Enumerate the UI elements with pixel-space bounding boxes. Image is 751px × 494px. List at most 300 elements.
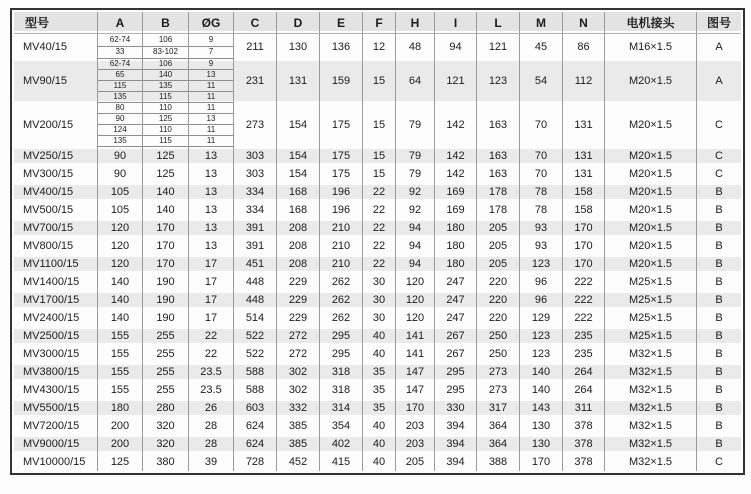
cell-n: 170 <box>563 219 605 237</box>
table-row <box>14 381 741 399</box>
cell-c: 588 <box>234 363 277 381</box>
cell-e: 402 <box>320 435 363 453</box>
table-header <box>14 12 741 34</box>
cell-l: 250 <box>477 345 520 363</box>
cell-e: 314 <box>320 399 363 417</box>
sub-value-stack <box>189 103 233 147</box>
table-row <box>14 183 741 201</box>
figure-no-cell: A <box>697 59 741 103</box>
cell-b: 140 <box>143 201 189 219</box>
motor-connector-cell: M25×1.5 <box>605 273 697 291</box>
cell-f: 30 <box>363 273 396 291</box>
cell-e: 175 <box>320 103 363 147</box>
cell-h: 64 <box>396 59 435 103</box>
sub-value: 135 <box>143 80 188 91</box>
cell-og: 22 <box>189 345 234 363</box>
cell-l: 123 <box>477 59 520 103</box>
cell-h: 79 <box>396 103 435 147</box>
model-cell: MV1100/15 <box>14 255 98 273</box>
cell-d: 229 <box>277 273 320 291</box>
sub-value: 124 <box>98 124 142 135</box>
cell-og: 23.5 <box>189 381 234 399</box>
cell-h: 94 <box>396 219 435 237</box>
cell-h: 79 <box>396 147 435 165</box>
model-cell: MV250/15 <box>14 147 98 165</box>
cell-h: 120 <box>396 309 435 327</box>
cell-e: 210 <box>320 237 363 255</box>
sub-value-stack <box>143 34 188 59</box>
cell-f: 15 <box>363 147 396 165</box>
cell-n: 378 <box>563 417 605 435</box>
cell-og: 26 <box>189 399 234 417</box>
cell-i: 247 <box>435 309 477 327</box>
cell-m: 123 <box>520 345 563 363</box>
cell-l: 273 <box>477 381 520 399</box>
cell-l: 364 <box>477 435 520 453</box>
figure-no-cell: B <box>697 417 741 435</box>
cell-n: 378 <box>563 453 605 471</box>
cell-a: 155 <box>98 345 143 363</box>
sub-value: 110 <box>143 124 188 135</box>
cell-n: 131 <box>563 165 605 183</box>
cell-m: 96 <box>520 291 563 309</box>
cell-h: 120 <box>396 273 435 291</box>
cell-h: 141 <box>396 327 435 345</box>
cell-c: 211 <box>234 34 277 59</box>
cell-c: 588 <box>234 381 277 399</box>
cell-og: 17 <box>189 273 234 291</box>
cell-e: 262 <box>320 291 363 309</box>
model-cell: MV9000/15 <box>14 435 98 453</box>
cell-l: 163 <box>477 147 520 165</box>
column-header-c: C <box>234 12 277 34</box>
cell-i: 394 <box>435 417 477 435</box>
sub-value: 11 <box>189 80 233 91</box>
cell-e: 415 <box>320 453 363 471</box>
model-cell: MV3000/15 <box>14 345 98 363</box>
cell-m: 70 <box>520 165 563 183</box>
table-row <box>14 435 741 453</box>
cell-n: 378 <box>563 435 605 453</box>
cell-h: 147 <box>396 381 435 399</box>
cell-n: 311 <box>563 399 605 417</box>
cell-f: 35 <box>363 381 396 399</box>
cell-m: 130 <box>520 417 563 435</box>
cell-n: 158 <box>563 183 605 201</box>
column-header-conn: 电机接头 <box>605 12 697 34</box>
cell-b <box>143 34 189 59</box>
figure-no-cell: B <box>697 255 741 273</box>
cell-og: 13 <box>189 147 234 165</box>
column-header-i: I <box>435 12 477 34</box>
column-header-a: A <box>98 12 143 34</box>
cell-e: 210 <box>320 219 363 237</box>
sub-value: 115 <box>98 80 142 91</box>
model-cell: MV500/15 <box>14 201 98 219</box>
model-cell: MV7200/15 <box>14 417 98 435</box>
sub-value: 106 <box>158 59 173 68</box>
cell-l: 220 <box>477 273 520 291</box>
cell-h: 48 <box>396 34 435 59</box>
sub-value: 9 <box>208 59 214 68</box>
cell-i: 94 <box>435 34 477 59</box>
cell-b <box>143 103 189 147</box>
cell-i: 267 <box>435 345 477 363</box>
cell-i: 247 <box>435 291 477 309</box>
cell-m: 78 <box>520 183 563 201</box>
cell-b: 125 <box>143 165 189 183</box>
sub-value: 140 <box>143 69 188 80</box>
figure-no-cell: B <box>697 219 741 237</box>
cell-c: 303 <box>234 165 277 183</box>
sub-value: 115 <box>143 91 188 102</box>
cell-m: 123 <box>520 327 563 345</box>
cell-m: 70 <box>520 147 563 165</box>
sub-value-stack <box>98 59 142 103</box>
cell-e: 318 <box>320 363 363 381</box>
sub-value: 11 <box>189 124 233 135</box>
sub-value: 9 <box>208 34 214 44</box>
column-header-l: L <box>477 12 520 34</box>
cell-a <box>98 59 143 103</box>
cell-h: 203 <box>396 417 435 435</box>
cell-h: 170 <box>396 399 435 417</box>
cell-m: 140 <box>520 381 563 399</box>
cell-f: 40 <box>363 345 396 363</box>
cell-l: 178 <box>477 183 520 201</box>
model-cell: MV90/15 <box>14 59 98 103</box>
sub-value-stack <box>98 34 142 59</box>
spec-table-frame <box>10 8 745 475</box>
cell-a: 200 <box>98 417 143 435</box>
table-row <box>14 147 741 165</box>
model-cell: MV3800/15 <box>14 363 98 381</box>
motor-connector-cell: M32×1.5 <box>605 453 697 471</box>
cell-d: 272 <box>277 327 320 345</box>
cell-c: 603 <box>234 399 277 417</box>
cell-c: 624 <box>234 417 277 435</box>
cell-d: 130 <box>277 34 320 59</box>
column-header-b: B <box>143 12 189 34</box>
cell-l: 205 <box>477 219 520 237</box>
cell-e: 175 <box>320 147 363 165</box>
spec-table <box>14 12 741 471</box>
sub-value: 90 <box>98 113 142 124</box>
model-cell: MV5500/15 <box>14 399 98 417</box>
cell-d: 302 <box>277 363 320 381</box>
cell-f: 22 <box>363 237 396 255</box>
cell-i: 267 <box>435 327 477 345</box>
cell-d: 168 <box>277 201 320 219</box>
table-row <box>14 291 741 309</box>
cell-c: 448 <box>234 291 277 309</box>
cell-f: 40 <box>363 417 396 435</box>
sub-value-stack <box>98 103 142 147</box>
figure-no-cell: B <box>697 201 741 219</box>
cell-d: 154 <box>277 103 320 147</box>
cell-l: 163 <box>477 165 520 183</box>
sub-value: 7 <box>189 46 233 59</box>
cell-n: 222 <box>563 291 605 309</box>
cell-h: 79 <box>396 165 435 183</box>
cell-a: 120 <box>98 219 143 237</box>
table-row <box>14 309 741 327</box>
cell-a: 155 <box>98 363 143 381</box>
cell-l: 273 <box>477 363 520 381</box>
cell-f: 22 <box>363 201 396 219</box>
cell-i: 180 <box>435 219 477 237</box>
cell-a: 180 <box>98 399 143 417</box>
cell-a: 105 <box>98 201 143 219</box>
cell-b: 190 <box>143 273 189 291</box>
figure-no-cell: C <box>697 103 741 147</box>
motor-connector-cell: M25×1.5 <box>605 327 697 345</box>
figure-no-cell: B <box>697 273 741 291</box>
sub-value: 80 <box>115 103 125 112</box>
cell-f: 35 <box>363 399 396 417</box>
cell-f: 22 <box>363 219 396 237</box>
cell-h: 92 <box>396 183 435 201</box>
cell-a: 90 <box>98 147 143 165</box>
table-row <box>14 345 741 363</box>
cell-b: 255 <box>143 381 189 399</box>
cell-n: 158 <box>563 201 605 219</box>
cell-d: 229 <box>277 309 320 327</box>
table-row <box>14 399 741 417</box>
cell-a: 155 <box>98 381 143 399</box>
column-header-h: H <box>396 12 435 34</box>
cell-h: 147 <box>396 363 435 381</box>
cell-e: 295 <box>320 345 363 363</box>
model-cell: MV2400/15 <box>14 309 98 327</box>
cell-a: 140 <box>98 291 143 309</box>
model-cell: MV2500/15 <box>14 327 98 345</box>
cell-b: 125 <box>143 147 189 165</box>
cell-a: 90 <box>98 165 143 183</box>
cell-b: 255 <box>143 363 189 381</box>
model-cell: MV1400/15 <box>14 273 98 291</box>
cell-i: 295 <box>435 363 477 381</box>
motor-connector-cell: M25×1.5 <box>605 291 697 309</box>
cell-b: 170 <box>143 219 189 237</box>
cell-d: 385 <box>277 417 320 435</box>
cell-c: 728 <box>234 453 277 471</box>
cell-f: 40 <box>363 327 396 345</box>
cell-m: 129 <box>520 309 563 327</box>
motor-connector-cell: M20×1.5 <box>605 201 697 219</box>
figure-no-cell: B <box>697 183 741 201</box>
cell-h: 92 <box>396 201 435 219</box>
model-cell: MV200/15 <box>14 103 98 147</box>
table-row <box>14 273 741 291</box>
cell-og <box>189 34 234 59</box>
cell-b: 320 <box>143 417 189 435</box>
cell-f: 22 <box>363 183 396 201</box>
sub-value: 62-74 <box>109 59 131 68</box>
column-header-model: 型号 <box>14 12 98 34</box>
cell-d: 208 <box>277 219 320 237</box>
model-cell: MV400/15 <box>14 183 98 201</box>
motor-connector-cell: M20×1.5 <box>605 103 697 147</box>
cell-c: 451 <box>234 255 277 273</box>
cell-c: 303 <box>234 147 277 165</box>
sub-value: 62-74 <box>109 34 131 44</box>
cell-c: 391 <box>234 237 277 255</box>
table-row <box>14 103 741 147</box>
figure-no-cell: C <box>697 147 741 165</box>
cell-m: 93 <box>520 237 563 255</box>
motor-connector-cell: M20×1.5 <box>605 255 697 273</box>
sub-value: 135 <box>98 135 142 146</box>
cell-e: 136 <box>320 34 363 59</box>
cell-a: 140 <box>98 309 143 327</box>
cell-h: 141 <box>396 345 435 363</box>
cell-d: 208 <box>277 237 320 255</box>
cell-h: 205 <box>396 453 435 471</box>
motor-connector-cell: M25×1.5 <box>605 309 697 327</box>
motor-connector-cell: M20×1.5 <box>605 59 697 103</box>
cell-l: 163 <box>477 103 520 147</box>
cell-m: 123 <box>520 255 563 273</box>
cell-i: 142 <box>435 103 477 147</box>
cell-i: 247 <box>435 273 477 291</box>
cell-og: 13 <box>189 183 234 201</box>
table-row <box>14 59 741 103</box>
cell-l: 205 <box>477 237 520 255</box>
cell-l: 178 <box>477 201 520 219</box>
cell-og: 17 <box>189 255 234 273</box>
model-cell: MV1700/15 <box>14 291 98 309</box>
cell-h: 94 <box>396 237 435 255</box>
table-row <box>14 363 741 381</box>
cell-e: 159 <box>320 59 363 103</box>
cell-l: 220 <box>477 309 520 327</box>
figure-no-cell: B <box>697 363 741 381</box>
table-row <box>14 255 741 273</box>
cell-c: 231 <box>234 59 277 103</box>
sub-value: 115 <box>143 135 188 146</box>
cell-b: 190 <box>143 291 189 309</box>
cell-n: 112 <box>563 59 605 103</box>
cell-n: 170 <box>563 255 605 273</box>
cell-h: 203 <box>396 435 435 453</box>
cell-i: 394 <box>435 435 477 453</box>
sub-value: 83-102 <box>143 46 188 59</box>
cell-c: 391 <box>234 219 277 237</box>
cell-i: 180 <box>435 255 477 273</box>
cell-i: 169 <box>435 201 477 219</box>
cell-l: 220 <box>477 291 520 309</box>
cell-og: 28 <box>189 435 234 453</box>
cell-c: 522 <box>234 345 277 363</box>
sub-value-stack <box>189 59 233 103</box>
motor-connector-cell: M32×1.5 <box>605 417 697 435</box>
cell-l: 364 <box>477 417 520 435</box>
cell-og: 28 <box>189 417 234 435</box>
cell-og <box>189 59 234 103</box>
cell-f: 40 <box>363 435 396 453</box>
cell-og: 23.5 <box>189 363 234 381</box>
cell-c: 624 <box>234 435 277 453</box>
cell-e: 196 <box>320 183 363 201</box>
cell-n: 170 <box>563 237 605 255</box>
cell-a: 155 <box>98 327 143 345</box>
cell-f: 12 <box>363 34 396 59</box>
table-row <box>14 327 741 345</box>
cell-l: 121 <box>477 34 520 59</box>
cell-a: 105 <box>98 183 143 201</box>
cell-c: 334 <box>234 201 277 219</box>
header-row <box>14 12 741 34</box>
cell-b: 280 <box>143 399 189 417</box>
cell-b: 255 <box>143 327 189 345</box>
model-cell: MV700/15 <box>14 219 98 237</box>
table-row <box>14 34 741 59</box>
cell-c: 448 <box>234 273 277 291</box>
cell-b <box>143 59 189 103</box>
cell-m: 70 <box>520 103 563 147</box>
cell-d: 332 <box>277 399 320 417</box>
cell-i: 180 <box>435 237 477 255</box>
motor-connector-cell: M16×1.5 <box>605 34 697 59</box>
motor-connector-cell: M32×1.5 <box>605 381 697 399</box>
cell-d: 154 <box>277 147 320 165</box>
motor-connector-cell: M20×1.5 <box>605 219 697 237</box>
cell-i: 142 <box>435 165 477 183</box>
cell-e: 295 <box>320 327 363 345</box>
table-row <box>14 201 741 219</box>
cell-b: 170 <box>143 255 189 273</box>
figure-no-cell: B <box>697 435 741 453</box>
model-cell: MV300/15 <box>14 165 98 183</box>
motor-connector-cell: M32×1.5 <box>605 345 697 363</box>
figure-no-cell: A <box>697 34 741 59</box>
cell-f: 40 <box>363 453 396 471</box>
sub-value: 33 <box>98 46 142 59</box>
cell-d: 272 <box>277 345 320 363</box>
figure-no-cell: B <box>697 381 741 399</box>
cell-e: 354 <box>320 417 363 435</box>
cell-f: 35 <box>363 363 396 381</box>
cell-h: 120 <box>396 291 435 309</box>
cell-m: 96 <box>520 273 563 291</box>
cell-a: 120 <box>98 237 143 255</box>
cell-og: 13 <box>189 219 234 237</box>
cell-e: 262 <box>320 309 363 327</box>
sub-value: 125 <box>143 113 188 124</box>
model-cell: MV4300/15 <box>14 381 98 399</box>
figure-no-cell: C <box>697 165 741 183</box>
cell-og: 39 <box>189 453 234 471</box>
cell-og: 17 <box>189 309 234 327</box>
sub-value: 13 <box>189 69 233 80</box>
cell-m: 93 <box>520 219 563 237</box>
table-row <box>14 219 741 237</box>
cell-og <box>189 103 234 147</box>
cell-e: 318 <box>320 381 363 399</box>
table-row <box>14 165 741 183</box>
sub-value: 110 <box>159 103 172 112</box>
cell-f: 22 <box>363 255 396 273</box>
cell-i: 169 <box>435 183 477 201</box>
motor-connector-cell: M32×1.5 <box>605 363 697 381</box>
cell-l: 205 <box>477 255 520 273</box>
cell-m: 54 <box>520 59 563 103</box>
cell-n: 86 <box>563 34 605 59</box>
sub-value: 11 <box>206 103 216 112</box>
motor-connector-cell: M32×1.5 <box>605 435 697 453</box>
figure-no-cell: C <box>697 453 741 471</box>
